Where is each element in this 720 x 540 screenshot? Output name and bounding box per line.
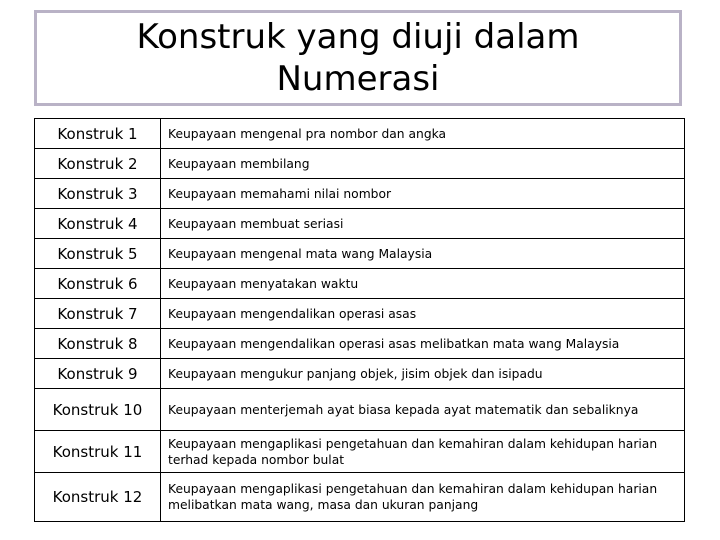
konstruk-description: Keupayaan mengenal mata wang Malaysia [161, 239, 685, 269]
konstruk-label: Konstruk 8 [35, 329, 161, 359]
konstruk-description: Keupayaan mengaplikasi pengetahuan dan kemahiran dalam kehidupan harian terhad kepada nombor bulat [161, 431, 685, 473]
konstruk-label: Konstruk 4 [35, 209, 161, 239]
table-row [35, 239, 685, 269]
konstruk-label: Konstruk 7 [35, 299, 161, 329]
table-row [35, 119, 685, 149]
konstruk-description: Keupayaan memahami nilai nombor [161, 179, 685, 209]
konstruk-description: Keupayaan mengukur panjang objek, jisim objek dan isipadu [161, 359, 685, 389]
konstruk-label: Konstruk 6 [35, 269, 161, 299]
table-row [35, 359, 685, 389]
konstruk-description: Keupayaan membilang [161, 149, 685, 179]
konstruk-description: Keupayaan mengaplikasi pengetahuan dan kemahiran dalam kehidupan harian melibatkan mata wang, masa dan ukuran panjang [161, 473, 685, 522]
konstruk-description: Keupayaan mengenal pra nombor dan angka [161, 119, 685, 149]
konstruk-description: Keupayaan mengendalikan operasi asas [161, 299, 685, 329]
konstruk-label: Konstruk 3 [35, 179, 161, 209]
slide-title-line-1: Konstruk yang diuji dalam [136, 17, 580, 57]
konstruk-description: Keupayaan menterjemah ayat biasa kepada ayat matematik dan sebaliknya [161, 389, 685, 431]
slide-title-line-2: Numerasi [276, 59, 440, 99]
table-row [35, 209, 685, 239]
table-row [35, 473, 685, 522]
konstruk-label: Konstruk 10 [35, 389, 161, 431]
table-row [35, 329, 685, 359]
konstruk-label: Konstruk 5 [35, 239, 161, 269]
konstruk-label: Konstruk 12 [35, 473, 161, 522]
konstruk-label: Konstruk 2 [35, 149, 161, 179]
table-row [35, 389, 685, 431]
title-box [34, 10, 682, 106]
table-row [35, 179, 685, 209]
konstruk-label: Konstruk 1 [35, 119, 161, 149]
table-row [35, 269, 685, 299]
table-row [35, 431, 685, 473]
konstruk-table [34, 118, 685, 522]
konstruk-description: Keupayaan membuat seriasi [161, 209, 685, 239]
konstruk-label: Konstruk 11 [35, 431, 161, 473]
table-row [35, 149, 685, 179]
table-row [35, 299, 685, 329]
konstruk-label: Konstruk 9 [35, 359, 161, 389]
konstruk-description: Keupayaan mengendalikan operasi asas melibatkan mata wang Malaysia [161, 329, 685, 359]
konstruk-description: Keupayaan menyatakan waktu [161, 269, 685, 299]
